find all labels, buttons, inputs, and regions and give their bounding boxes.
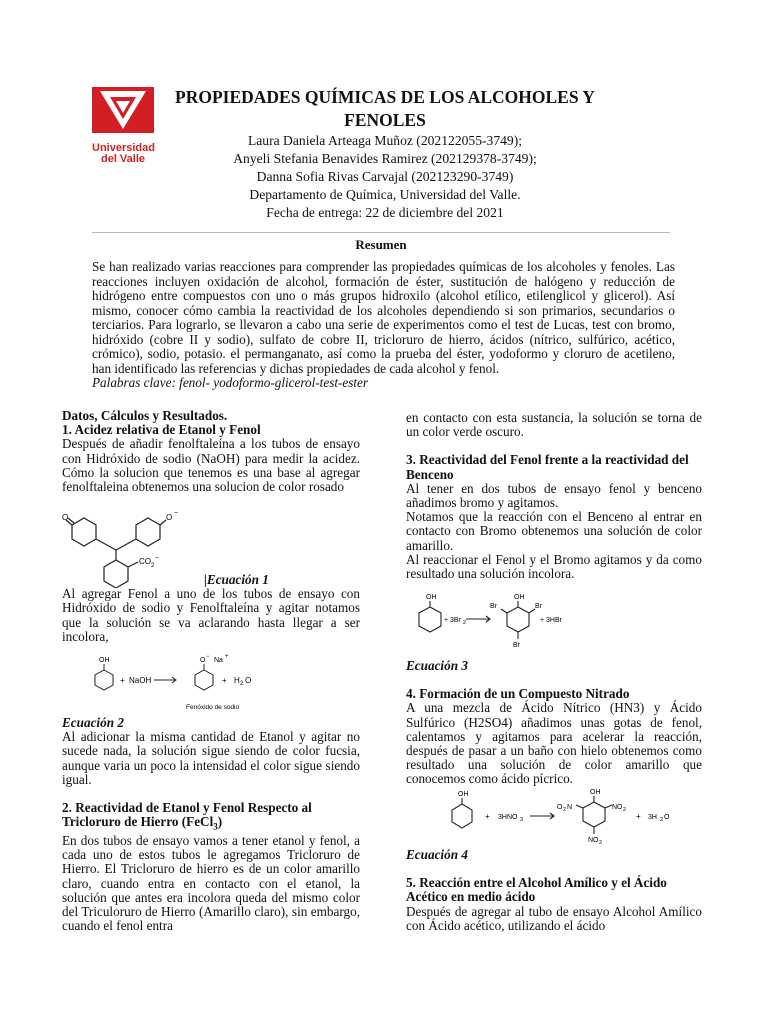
section-1-paragraph-3: Al adicionar la misma cantidad de Etanol y agitar no sucede nada, la solución sigue siendo de color fucsia, aunque varia un poco la intensidad el color sigue siendo igual. bbox=[62, 729, 360, 787]
phenol-naoh-reaction bbox=[86, 651, 266, 713]
fig4-label: + bbox=[485, 812, 490, 821]
fig3-label: 2 bbox=[463, 620, 467, 626]
section-2-title-text: 2. Reactividad de Etanol y Fenol Respecto al Tricloruro de Hierro (FeCl bbox=[62, 800, 312, 830]
left-column-cont bbox=[62, 573, 360, 644]
fig4-label: 2 bbox=[563, 807, 567, 813]
fig4-label: 3H bbox=[648, 814, 657, 821]
section-2-title bbox=[62, 801, 360, 834]
author-3: Danna Sofia Rivas Carvajal (202123290-3749) bbox=[256, 169, 514, 184]
section-5-title: 5. Reacción entre el Alcohol Amílico y el Ácido Acético en medio ácido bbox=[406, 875, 667, 905]
fig3-label: OH bbox=[426, 594, 437, 601]
fig1-label: CO bbox=[139, 557, 151, 566]
department: Departamento de Química, Universidad del Valle. bbox=[249, 187, 521, 202]
section-4-paragraph-1: A una mezcla de Ácido Nítrico (HN3) y Ácido Sulfúrico (H2SO4) añadimos unas gotas de fenol, calentamos y agitamos para acelerar la reacción, después de pasar a un baño con hielo obtenemos como resultado una solución de color amarillo que conocemos como ácido pícrico. bbox=[406, 700, 702, 787]
section-1-paragraph-1: Después de añadir fenolftaleína a los tubos de ensayo con Hidróxido de sodio (NaOH) para medir la acidez. Cómo la solucion que tenemos es una base al agregar fenolftaleina obtenemos una solucion de color rosado bbox=[62, 436, 360, 495]
fig2-caption: Fenóxido de sodio bbox=[186, 704, 240, 711]
right-column bbox=[406, 411, 702, 581]
section-3-paragraph-2: Notamos que la reacción con el Benceno al entrar en contacto con Bromo obtenemos una solución de color amarillo. bbox=[406, 509, 702, 553]
fig4-label: 2 bbox=[623, 807, 627, 813]
logo-text-line2: del Valle bbox=[100, 153, 146, 165]
fig1-label: 2 bbox=[151, 563, 155, 569]
fig1-label: − bbox=[174, 510, 179, 517]
fig1-label: O bbox=[62, 513, 69, 522]
section-2-continuation: en contacto con esta sustancia, la solución se torna de un color verde oscuro. bbox=[406, 410, 702, 440]
fig2-label: + bbox=[225, 654, 229, 660]
fig2-label: H bbox=[234, 676, 240, 685]
fig4-label: OH bbox=[458, 791, 469, 798]
section-3-title: 3. Reactividad del Fenol frente a la reactividad del Benceno bbox=[406, 452, 689, 482]
left-column bbox=[62, 409, 360, 494]
fig2-label: NaOH bbox=[129, 676, 152, 685]
fig3-label: + 3HBr bbox=[540, 617, 562, 624]
fig4-label: 2 bbox=[660, 817, 664, 823]
fig2-label: + bbox=[222, 676, 227, 685]
univalle-logo-icon bbox=[92, 87, 154, 133]
fig2-label: O bbox=[245, 676, 252, 685]
author-2: Anyeli Stefania Benavides Ramirez (202129378-3749); bbox=[233, 151, 537, 166]
fig4-label: 2 bbox=[599, 840, 603, 846]
right-column-cont2 bbox=[406, 848, 702, 933]
section-4-title: 4. Formación de un Compuesto Nitrado bbox=[406, 686, 630, 702]
fig3-label: Br bbox=[513, 642, 520, 649]
abstract bbox=[92, 260, 675, 391]
fig2-label: + bbox=[120, 676, 125, 685]
equation-1-label: |Ecuación 1 bbox=[204, 572, 269, 587]
fig2-label: 2 bbox=[240, 681, 244, 687]
equation-2-label: Ecuación 2 bbox=[62, 715, 124, 730]
fig4-label: N bbox=[567, 804, 573, 811]
delivery-date: Fecha de entrega: 22 de diciembre del 2021 bbox=[266, 205, 504, 220]
author-1: Laura Daniela Arteaga Muñoz (202122055-3749); bbox=[247, 133, 523, 148]
fig4-label: 3HNO bbox=[498, 814, 518, 821]
fig2-label: − bbox=[206, 654, 210, 660]
section-1-paragraph-2: Al agregar Fenol a uno de los tubos de ensayo con Hidróxido de sodio y Fenolftaleína y agitar notamos que la solución se va aclarando hasta llegar a ser incolora, bbox=[62, 586, 360, 644]
equation-3-label: Ecuación 3 bbox=[406, 658, 468, 673]
section-2-title-end: ) bbox=[217, 814, 223, 830]
fig4-label: 3 bbox=[520, 817, 524, 823]
fig1-label: − bbox=[155, 555, 160, 562]
phenol-bromination-reaction bbox=[410, 589, 590, 655]
phenol-nitration-reaction bbox=[440, 784, 690, 848]
abstract-heading: Resumen bbox=[355, 237, 407, 252]
keywords: Palabras clave: fenol- yodoformo-glicerol-test-ester bbox=[92, 375, 369, 390]
paper-title-line2: FENOLES bbox=[344, 110, 426, 130]
header-divider bbox=[92, 232, 670, 233]
fig4-label: O bbox=[557, 804, 563, 811]
section-1-title: 1. Acidez relativa de Etanol y Fenol bbox=[62, 422, 261, 438]
fig3-label: + 3Br bbox=[444, 617, 461, 624]
right-column-cont bbox=[406, 659, 702, 787]
fig4-label: OH bbox=[590, 789, 601, 796]
section-5-paragraph-1: Después de agregar al tubo de ensayo Alcohol Amílico con Ácido acético, utilizando el ácido bbox=[406, 903, 702, 933]
section-title: Datos, Cálculos y Resultados. bbox=[62, 408, 228, 423]
fig4-label: O bbox=[664, 814, 670, 821]
left-column-cont2 bbox=[62, 716, 360, 933]
logo-text-line1: Universidad bbox=[92, 142, 155, 154]
fig2-label: Na bbox=[214, 657, 223, 664]
section-2-paragraph-1: En dos tubos de ensayo vamos a tener etanol y fenol, a cada uno de estos tubos le agregamos Tricloruro de Hierro. El Tricloruro de hierro es de un color amarillo claro, cuando entra en contacto con el etanol, la solución que antes era incolora queda del mismo color del Triculoruro de Hierro (Amarillo claro), sin embargo, cuando el fenol entra bbox=[62, 833, 360, 934]
section-3-paragraph-3: Al reaccionar el Fenol y el Bromo agitamos y da como resultado una solución incolora. bbox=[406, 551, 702, 582]
section-2-title-subscript: 3 bbox=[213, 821, 218, 832]
fig3-label: OH bbox=[514, 594, 525, 601]
fig3-label: Br bbox=[490, 603, 497, 610]
fig1-label: O bbox=[166, 513, 173, 522]
fig3-label: Br bbox=[535, 603, 542, 610]
university-logo bbox=[92, 87, 154, 165]
fig2-label: O bbox=[200, 657, 206, 664]
paper-header bbox=[160, 86, 610, 222]
section-3-paragraph-1: Al tener en dos tubos de ensayo fenol y benceno añadimos bromo y agitamos. bbox=[406, 480, 702, 511]
fig4-label: NO bbox=[612, 804, 623, 811]
fig4-label: + bbox=[636, 812, 641, 821]
abstract-text: Se han realizado varias reacciones para comprender las propiedades químicas de los alcoholes y fenoles. Las reacciones incluyen oxidación de alcohol, formación de éster, sustitución de halógeno y reducción de hidrógeno entre compuestos con uno o más grupos hidroxilo (alcohol etílico, etilenglicol y glicerol). Así mismo, conocer cómo cambia la reactividad de los alcoholes dependiendo si son primarios, secundarios o terciarios. Para lograrlo, se llevaron a cabo una serie de experimentos como el test de Lucas, test con bromo, hidróxido (cobre II y sodio), sulfato de cobre II, tricloruro de hierro, ácidos (nítrico, sulfúrico, acético, crómico), sodio, potasio. el permanganato, así como la prueba del éster, yodoformo y cloruro de acetileno, han identificado las referencias y dichas propiedades de cada alcohol y fenol. bbox=[92, 259, 675, 376]
fig4-label: NO bbox=[588, 837, 599, 844]
equation-4-label: Ecuación 4 bbox=[406, 847, 468, 862]
paper-title-line1: PROPIEDADES QUÍMICAS DE LOS ALCOHOLES Y bbox=[175, 87, 595, 107]
fig2-label: OH bbox=[99, 657, 110, 664]
